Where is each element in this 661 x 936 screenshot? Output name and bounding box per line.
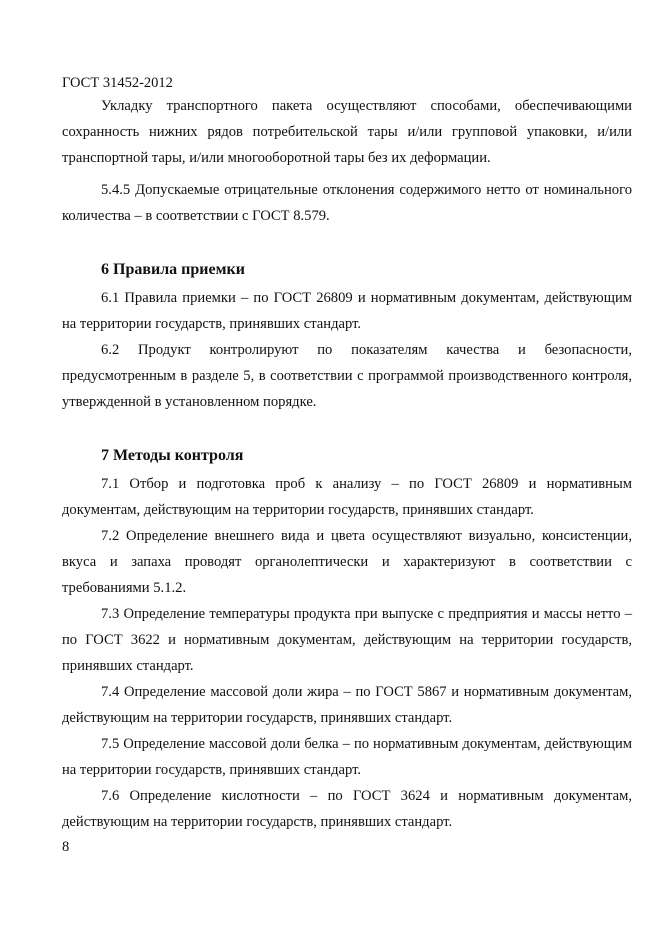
document-header: ГОСТ 31452-2012: [62, 75, 173, 91]
paragraph-7-4: 7.4 Определение массовой доли жира – по ГОСТ 5867 и нормативным документам, действующим на территории государств, принявших стандарт.: [62, 684, 632, 726]
section-heading-6: 6 Правила приемки: [101, 261, 245, 278]
paragraph-6-1: 6.1 Правила приемки – по ГОСТ 26809 и нормативным документам, действующим на территории государств, принявших стандарт.: [62, 290, 632, 332]
paragraph-7-6: 7.6 Определение кислотности – по ГОСТ 3624 и нормативным документам, действующим на территории государств, принявших стандарт.: [62, 788, 632, 830]
paragraph-transport-package: Укладку транспортного пакета осуществляют способами, обеспечивающими сохранность нижних рядов потребительской тары и/или групповой упаковки, и/или транспортной тары, и/или многооборотной тары без их деформации.: [62, 98, 632, 166]
paragraph-6-2: 6.2 Продукт контролируют по показателям качества и безопасности, предусмотренным в разделе 5, в соответствии с программой производственного контроля, утвержденной в установленном порядке.: [62, 342, 632, 410]
paragraph-7-5: 7.5 Определение массовой доли белка – по нормативным документам, действующим на территории государств, принявших стандарт.: [62, 736, 632, 778]
page-number: 8: [62, 839, 70, 855]
section-heading-7: 7 Методы контроля: [101, 447, 244, 464]
paragraph-7-3: 7.3 Определение температуры продукта при выпуске с предприятия и массы нетто – по ГОСТ 3622 и нормативным документам, действующим на территории государств, принявших стандарт.: [62, 606, 632, 674]
paragraph-7-1: 7.1 Отбор и подготовка проб к анализу – по ГОСТ 26809 и нормативным документам, действующим на территории государств, принявших стандарт.: [62, 476, 632, 518]
paragraph-7-2: 7.2 Определение внешнего вида и цвета осуществляют визуально, консистенции, вкуса и запаха проводят органолептически и характеризуют в соответствии с требованиями 5.1.2.: [62, 528, 632, 596]
paragraph-5-4-5: 5.4.5 Допускаемые отрицательные отклонения содержимого нетто от номинального количества – в соответствии с ГОСТ 8.579.: [62, 182, 632, 224]
